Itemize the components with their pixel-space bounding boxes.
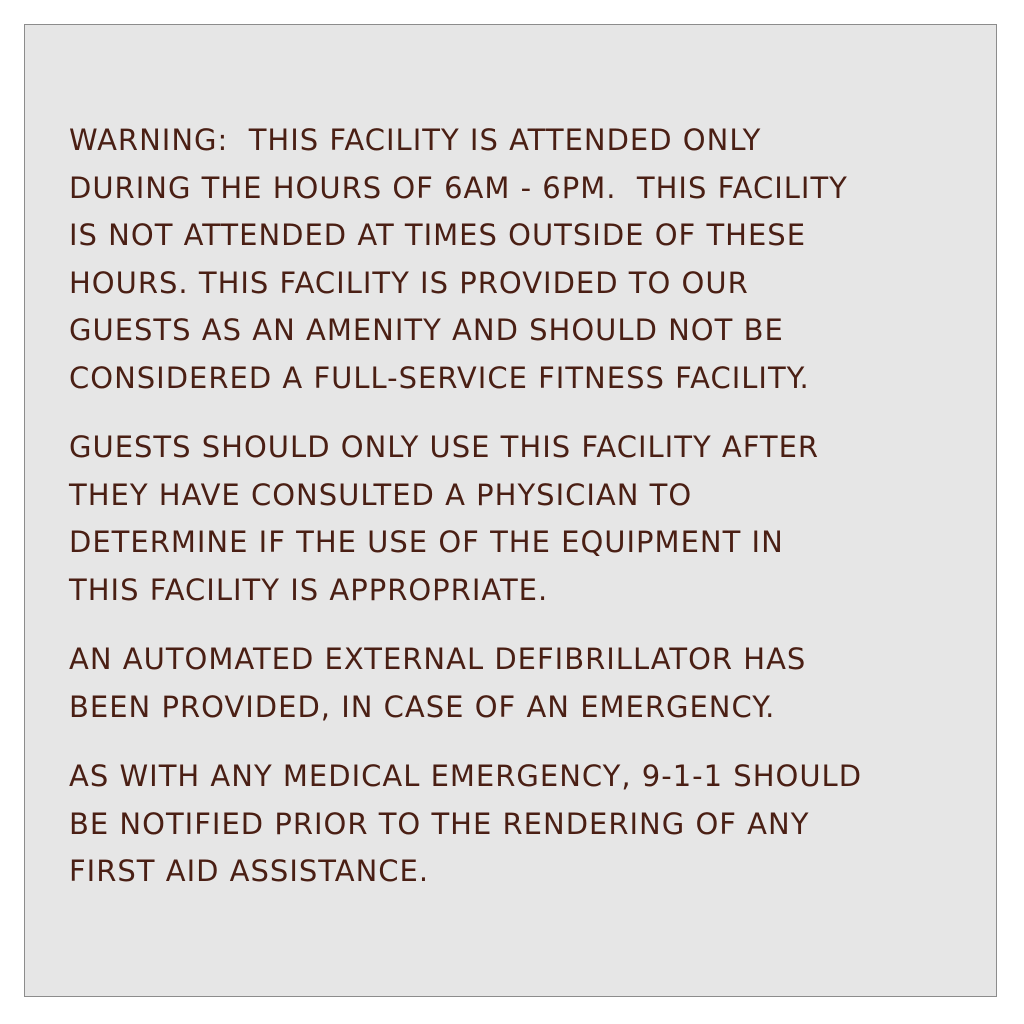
text-line: BE NOTIFIED PRIOR TO THE RENDERING OF ANY bbox=[69, 806, 810, 841]
text-line: BEEN PROVIDED, IN CASE OF AN EMERGENCY. bbox=[69, 689, 776, 724]
text-line: DURING THE HOURS OF 6AM - 6PM. THIS FACILITY bbox=[69, 170, 848, 205]
warning-sign bbox=[24, 24, 997, 997]
text-line: WARNING: THIS FACILITY IS ATTENDED ONLY bbox=[69, 123, 762, 157]
warning-paragraph bbox=[69, 117, 969, 402]
text-line: THEY HAVE CONSULTED A PHYSICIAN TO bbox=[69, 477, 693, 512]
text-line: CONSIDERED A FULL-SERVICE FITNESS FACILITY. bbox=[69, 360, 810, 395]
text-line: AS WITH ANY MEDICAL EMERGENCY, 9-1-1 SHOULD bbox=[69, 759, 863, 793]
physician-paragraph bbox=[69, 424, 969, 614]
text-line: THIS FACILITY IS APPROPRIATE. bbox=[69, 572, 549, 607]
text-line: IS NOT ATTENDED AT TIMES OUTSIDE OF THESE bbox=[69, 218, 807, 252]
text-line: GUESTS SHOULD ONLY USE THIS FACILITY AFTER bbox=[69, 430, 820, 464]
text-line: HOURS. THIS FACILITY IS PROVIDED TO OUR bbox=[69, 265, 749, 300]
sign-text bbox=[69, 117, 969, 918]
emergency-paragraph bbox=[69, 753, 969, 896]
defibrillator-paragraph bbox=[69, 636, 969, 731]
text-line: DETERMINE IF THE USE OF THE EQUIPMENT IN bbox=[69, 525, 784, 559]
text-line: AN AUTOMATED EXTERNAL DEFIBRILLATOR HAS bbox=[69, 642, 807, 676]
text-line: GUESTS AS AN AMENITY AND SHOULD NOT BE bbox=[69, 313, 784, 347]
text-line: FIRST AID ASSISTANCE. bbox=[69, 854, 430, 888]
